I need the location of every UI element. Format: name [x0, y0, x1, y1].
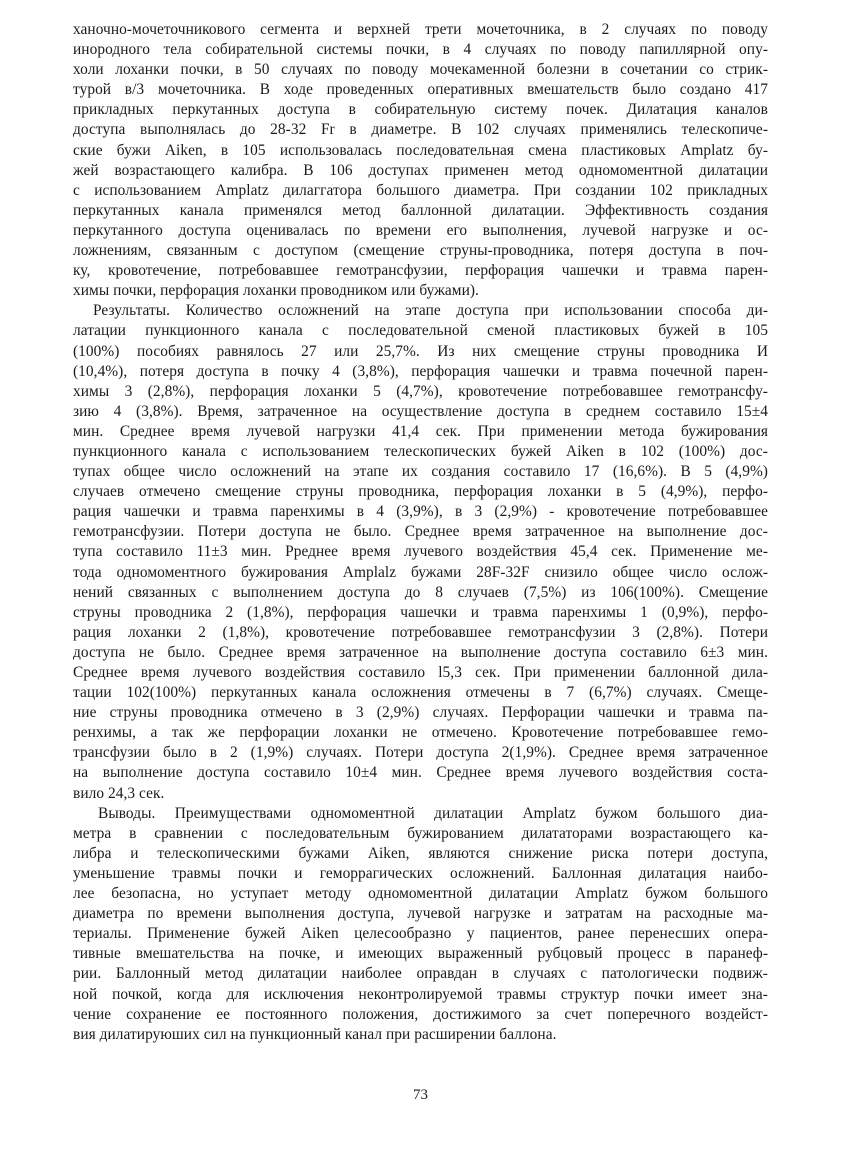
text-line: жей возрастающего калибра. В 106 доступах применен метод одномоментной дилатации	[73, 161, 768, 179]
text-line: (100%) пособиях равнялось 27 или 25,7%. Из них смещение струны проводника И	[73, 342, 768, 360]
text-line: тивные вмешательства на почке, и имеющих выраженный рубцовый процесс в паранеф-	[73, 945, 768, 963]
text-line: рии. Баллонный метод дилатации наиболее оправдан в случаях с патологически подвиж-	[73, 965, 768, 983]
text-line: трансфузии было в 2 (1,9%) случаях. Потери доступа 2(1,9%). Среднее время затраченное	[73, 744, 768, 762]
text-line: териалы. Применение бужей Aiken целесообразно у пациентов, ранее перенесших опера-	[73, 925, 768, 943]
text-line: ложнениям, связанным с доступом (смещение струны-проводника, потеря доступа в поч-	[73, 242, 768, 260]
text-line: чение сохранение ее постоянного положения, достижимого за счет поперечного воздейст-	[73, 1005, 768, 1023]
text-line: доступа не было. Среднее время затраченное на выполнение доступа составило 6±3 мин.	[73, 643, 768, 661]
text-line: доступа выполнялась до 28-32 Fr в диаметре. В 102 случаях применялись телескопиче-	[73, 121, 768, 139]
text-line: тода одномоментного бужирования Amplalz бужами 28F-32F снизило общее число ослож-	[73, 563, 768, 581]
page-number: 73	[413, 1087, 428, 1103]
text-line: рация чашечки и травма паренхимы в 4 (3,9%), в 3 (2,9%) - кровотечение потребовавшее	[73, 503, 768, 521]
text-line: ренхимы, а так же перфорации лоханки не отмечено. Кровотечение потребовавшее гемо-	[73, 724, 768, 742]
text-line: мин. Среднее время лучевой нагрузки 41,4 сек. При применении метода бужирования	[73, 422, 768, 440]
text-line: ские бужи Aiken, в 105 использовалась последовательная смена пластиковых Amplatz бу-	[73, 141, 768, 159]
text-line: Результаты. Количество осложнений на этапе доступа при использовании способа ди-	[93, 302, 768, 320]
text-line: Выводы. Преимуществами одномоментной дилатации Amplatz бужом большого диа-	[98, 804, 768, 822]
text-line: ной почкой, когда для исключения неконтролируемой травмы структур почки имеет зна-	[73, 985, 768, 1003]
text-line: уменьшение травмы почки и геморрагических осложнений. Баллонная дилатация наибо-	[73, 864, 768, 882]
text-line: химы 3 (2,8%), перфорация лоханки 5 (4,7%), кровотечение потребовавшее гемотрансфу-	[73, 382, 768, 400]
text-line: тупа составило 11±3 мин. Рреднее время лучевого воздействия 45,4 сек. Применение ме-	[73, 543, 768, 561]
text-line: с использованием Amplatz дилаггатора большого диаметра. При создании 102 прикладных	[73, 181, 768, 199]
text-line: (10,4%), потеря доступа в почку 4 (3,8%), перфорация чашечки и травма почечной парен-	[73, 362, 768, 380]
text-line: диаметра по времени выполнения доступа, лучевой нагрузке и затратам на расходные ма-	[73, 905, 768, 923]
text-line: тации 102(100%) перкутанных канала осложнения отмечены в 7 (6,7%) случаях. Смеще-	[73, 684, 768, 702]
text-line: ние струны проводника отмечено в 3 (2,9%) случаях. Перфорации чашечки и травма па-	[73, 704, 768, 722]
text-line: зию 4 (3,8%). Время, затраченное на осуществление доступа в среднем составило 15±4	[73, 402, 768, 420]
text-line: нений связанных с выполнением доступа до 8 случаев (7,5%) из 106(100%). Смещение	[73, 583, 768, 601]
text-line: метра в сравнении с последовательным бужированием дилататорами возрастающего ка-	[73, 824, 768, 842]
text-line: вило 24,3 сек.	[73, 784, 165, 802]
text-line: прикладных перкутанных доступа в собирательную систему почек. Дилатация каналов	[73, 101, 768, 119]
text-line: гемотрансфузии. Потери доступа не было. Среднее время затраченное на выполнение дос-	[73, 523, 768, 541]
text-line: ханочно-мочеточникового сегмента и верхней трети мочеточника, в 2 случаях по поводу	[73, 21, 768, 38]
text-line: на выполнение доступа составило 10±4 мин. Среднее время лучевого воздействия соста-	[73, 764, 768, 782]
text-line: рация лоханки 2 (1,8%), кровотечение потребовавшее гемотрансфузии 3 (2,8%). Потери	[73, 623, 768, 641]
text-line: струны проводника 2 (1,8%), перфорация чашечки и травма паренхимы 1 (0,9%), перфо-	[73, 603, 768, 621]
text-line: латации пункционного канала с последовательной сменой пластиковых бужей в 105	[73, 322, 768, 340]
conclusions-paragraph	[73, 804, 768, 1045]
text-line: лее безопасна, но уступает методу одномоментной дилатации Amplatz бужом большого	[73, 885, 768, 903]
results-paragraph	[73, 301, 768, 803]
text-line: турой в/3 мочеточника. В ходе проведенных оперативных вмешательств было создано 417	[73, 81, 768, 99]
text-line: либра и телескопическими бужами Aiken, являются снижение риска потери доступа,	[73, 844, 768, 862]
text-line: Среднее время лучевого воздействия составило l5,3 сек. При применении баллонной дила-	[73, 664, 768, 681]
text-line: случаев отмечено смещение струны проводника, перфорация лоханки в 5 (4,9%), перфо-	[73, 483, 768, 501]
text-line: вия дилатируюших сил на пункционный канал при расширении баллона.	[73, 1025, 557, 1043]
text-line: тупах общее число осложнений на этапе их создания составило 17 (16,6%). В 5 (4,9%)	[73, 463, 768, 481]
text-line: перкутанных канала применялся метод баллонной дилатации. Эффективность создания	[73, 201, 768, 219]
document-page	[73, 20, 768, 1045]
text-line: инородного тела собирательной системы почки, в 4 случаях по поводу папиллярной опу-	[73, 41, 768, 59]
text-line: перкутанного доступа оценивалась по времени его выполнения, лучевой нагрузке и ос-	[73, 221, 768, 239]
text-line: пункционного канала с использованием телескопических бужей Aiken в 102 (100%) дос-	[73, 442, 768, 460]
text-line: ку, кровотечение, потребовавшее гемотрансфузии, перфорация чашечки и травма парен-	[73, 262, 768, 280]
methods-paragraph	[73, 20, 768, 301]
text-line: химы почки, перфорация лоханки проводником или бужами).	[73, 282, 479, 300]
text-line: холи лоханки почки, в 50 случаях по поводу мочекаменной болезни в сочетании со стрик-	[73, 61, 768, 79]
